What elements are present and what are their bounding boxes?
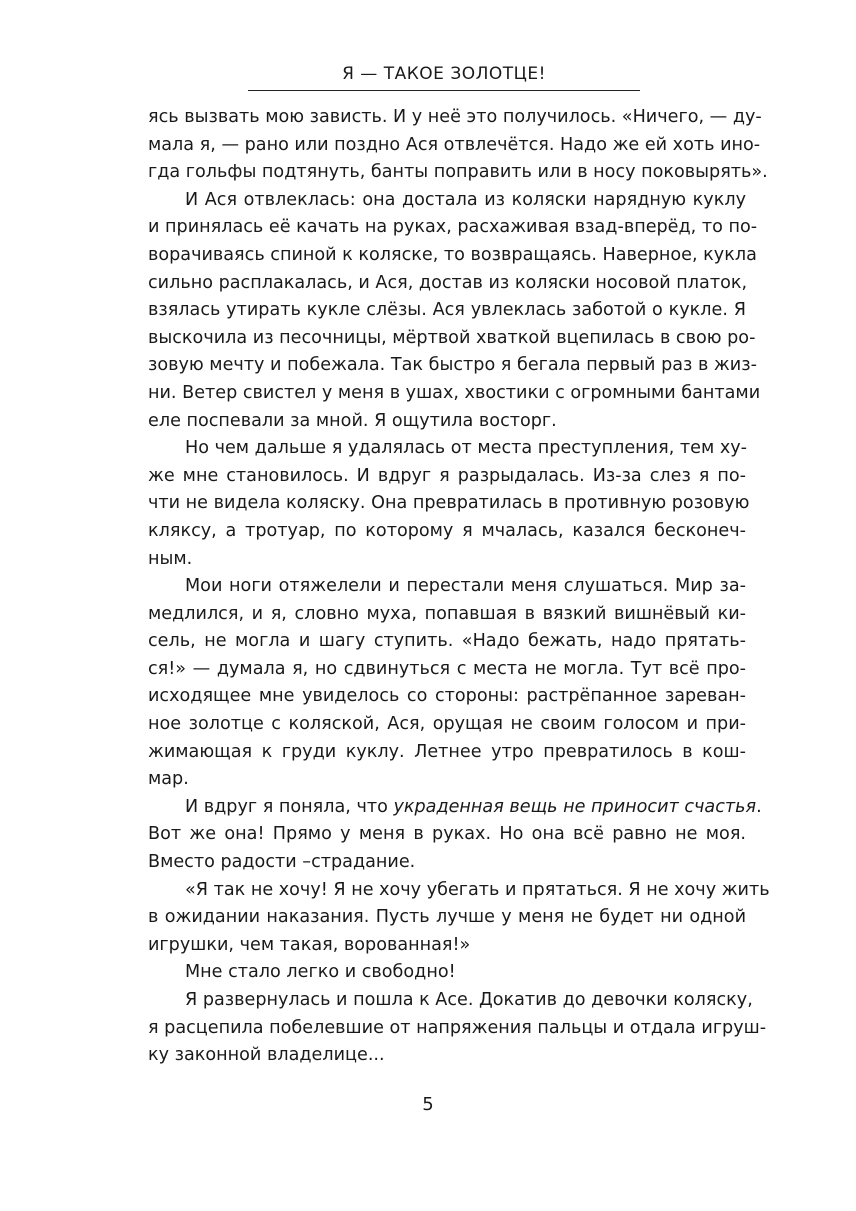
paragraph	[148, 573, 746, 794]
text-line: ку законной владелице...	[148, 1045, 385, 1066]
text-line: сель, не могла и шагу ступить. «Надо бежать, надо прятать-	[148, 631, 746, 652]
running-head: Я — ТАКОЕ ЗОЛОТЦЕ!	[248, 64, 640, 91]
paragraph	[148, 187, 761, 435]
text-line: Мне стало легко и свободно!	[185, 962, 456, 983]
paragraph	[148, 987, 767, 1070]
text-line: И Ася отвлеклась: она достала из коляски нарядную куклу	[185, 189, 746, 210]
paragraph	[148, 794, 762, 877]
text-line: исходящее мне увиделось со стороны: растрёпанное зареван-	[148, 686, 746, 707]
text-line: я расцепила побелевшие от напряжения пальцы и отдала игруш-	[148, 1017, 767, 1038]
page-number: 5	[422, 1094, 434, 1115]
text-line: Вот же она! Прямо у меня в руках. Но она всё равно не моя.	[148, 824, 746, 845]
text-run: .	[756, 796, 762, 817]
text-line: взялась утирать кукле слёзы. Ася увлеклась заботой о кукле. Я	[148, 300, 746, 321]
italic-phrase: украденная вещь не приносит счастья	[393, 796, 757, 817]
text-line: зовую мечту и побежала. Так быстро я бегала первый раз в жиз-	[148, 355, 757, 376]
text-line: Мои ноги отяжелели и перестали меня слушаться. Мир за-	[185, 576, 746, 597]
text-line: ся!» — думала я, но сдвинуться с места не могла. Тут всё про-	[148, 658, 746, 679]
text-line: «Я так не хочу! Я не хочу убегать и прятаться. Я не хочу жить	[185, 879, 770, 900]
text-line: Я развернулась и пошла к Асе. Докатив до девочки коляску,	[185, 990, 753, 1010]
text-line: ворачиваясь спиной к коляске, то возвращаясь. Наверное, кукла	[148, 244, 757, 265]
text-line	[148, 794, 762, 822]
text-line: Но чем дальше я удалялась от места преступления, тем ху-	[185, 438, 747, 459]
text-line: мала я, — рано или поздно Ася отвлечётся. Надо же ей хоть ино-	[148, 134, 761, 155]
text-line: же мне становилось. И вдруг я разрыдалась. Из-за слез я по-	[148, 465, 746, 486]
text-line: кляксу, а тротуар, по которому я мчалась, казался бесконеч-	[148, 520, 746, 541]
text-line: чти не видела коляску. Она превратилась в противную розовую	[148, 493, 750, 514]
text-line: еле поспевали за мной. Я ощутила восторг.	[148, 410, 557, 431]
text-line: ным.	[148, 548, 193, 569]
paragraph	[148, 877, 770, 960]
body-text	[148, 104, 770, 1070]
text-line: медлился, и я, словно муха, попавшая в вязкий вишнёвый ки-	[148, 603, 746, 624]
text-line: выскочила из песочницы, мёртвой хваткой вцепилась в свою ро-	[148, 327, 756, 348]
paragraph	[148, 104, 768, 187]
text-line: ное золотце с коляской, Ася, орущая не своим голосом и при-	[148, 714, 746, 735]
text-line: Вместо радости –страдание.	[148, 852, 416, 873]
text-line: и принялась её качать на руках, расхаживая взад-вперёд, то по-	[148, 217, 758, 238]
paragraph	[148, 435, 750, 573]
paragraph	[148, 959, 746, 987]
text-line: ясь вызвать мою зависть. И у неё это получилось. «Ничего, — ду-	[148, 107, 762, 127]
text-line: игрушки, чем такая, ворованная!»	[148, 934, 471, 955]
text-line: мар.	[148, 769, 189, 790]
text-line: жимающая к груди куклу. Летнее утро превратилось в кош-	[148, 741, 746, 762]
text-line: в ожидании наказания. Пусть лучше у меня не будет ни одной	[148, 907, 746, 928]
text-line: сильно расплакалась, и Ася, достав из коляски носовой платок,	[148, 272, 748, 293]
text-line: ни. Ветер свистел у меня в ушах, хвостики с огромными бантами	[148, 382, 761, 403]
text-line: гда гольфы подтянуть, банты поправить или в носу поковырять».	[148, 162, 768, 183]
text-run: И вдруг я поняла, что	[185, 796, 394, 817]
